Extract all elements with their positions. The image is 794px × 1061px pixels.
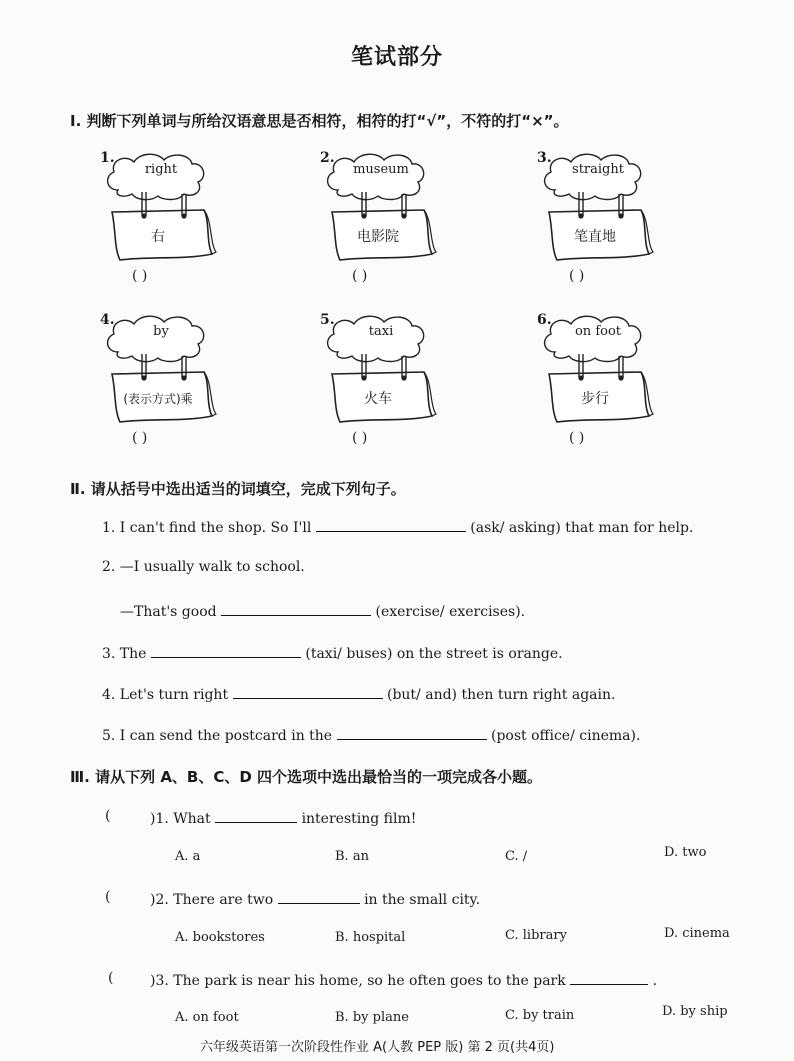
s2-q1-options: (ask/ asking) that man for help. [470,520,694,536]
card-answer-paren[interactable]: ( ) [132,268,148,284]
card-answer-paren[interactable]: ( ) [132,430,148,446]
word-card [320,312,440,446]
s2-q5-blank[interactable] [337,725,487,740]
word-card [100,150,220,284]
s2-q2-options: (exercise/ exercises). [375,604,526,620]
card-word: straight [572,162,624,177]
card-number: 5. [320,312,335,328]
s2-question-2b [120,601,525,620]
s3-q1-stem-post: interesting film! [301,811,417,827]
s3-q1-paren[interactable]: ( [105,808,111,824]
s3-q2-option-c[interactable]: C. library [505,928,567,943]
s3-q1-blank [215,808,297,823]
s2-question-3 [102,643,563,662]
s3-q3-option-d[interactable]: D. by ship [662,1004,728,1019]
card-word: taxi [368,324,394,339]
s3-q2-stem [150,889,480,908]
s2-question-1 [102,517,693,536]
s2-q1-text: 1. I can't find the shop. So I'll [102,520,312,536]
card-word: on foot [574,324,622,339]
page-footer: 六年级英语第一次阶段性作业 A(人教 PEP 版) 第 2 页(共4页) [200,1040,555,1055]
card-answer-paren[interactable]: ( ) [569,268,585,284]
s3-q2-option-b[interactable]: B. hospital [335,930,406,945]
s3-q1-option-c[interactable]: C. / [505,849,528,864]
s3-q2-stem-post: in the small city. [364,892,481,908]
s2-q5-options: (post office/ cinema). [491,728,641,744]
card-number: 2. [320,150,335,166]
s3-q2-option-d[interactable]: D. cinema [664,926,730,941]
card-meaning: 笔直地 [574,229,616,245]
s3-q1-stem-pre: )1. What [150,811,211,827]
s3-q1-option-b[interactable]: B. an [335,849,369,864]
s3-q2-blank [278,889,360,904]
card-answer-paren[interactable]: ( ) [352,430,368,446]
card-word: by [153,324,169,339]
s3-q3-stem-post: . [652,973,658,989]
card-word: museum [353,162,409,177]
card-meaning: 火车 [364,391,392,407]
card-number: 6. [537,312,552,328]
s3-q3-blank [570,970,648,985]
s2-q2-blank[interactable] [221,601,371,616]
s3-q2-option-a[interactable]: A. bookstores [175,930,265,945]
card-word: right [144,162,178,177]
s3-q3-option-a[interactable]: A. on foot [175,1010,239,1025]
section-2-heading: Ⅱ. 请从括号中选出适当的词填空，完成下列句子。 [70,480,406,498]
card-meaning: (表示方式)乘 [123,392,193,406]
s2-question-5 [102,725,640,744]
s2-q4-blank[interactable] [233,684,383,699]
s3-q1-option-a[interactable]: A. a [175,849,201,864]
card-meaning: 步行 [581,391,609,407]
s2-q3-options: (taxi/ buses) on the street is orange. [305,646,563,662]
card-meaning: 右 [151,229,165,245]
card-answer-paren[interactable]: ( ) [352,268,368,284]
s3-q3-paren[interactable]: ( [108,970,114,986]
s2-q3-text: 3. The [102,646,147,662]
word-card [320,150,440,284]
s2-question-4 [102,684,615,703]
s2-q2-text: —That's good [120,604,217,620]
s3-q2-paren[interactable]: ( [105,889,111,905]
s2-q3-blank[interactable] [151,643,301,658]
word-card [100,312,220,446]
s3-q3-stem [150,970,657,989]
s3-q3-stem-pre: )3. The park is near his home, so he often goes to the park [150,973,566,989]
card-answer-paren[interactable]: ( ) [569,430,585,446]
card-number: 1. [100,150,115,166]
section-3-heading: Ⅲ. 请从下列 A、B、C、D 四个选项中选出最恰当的一项完成各小题。 [70,768,543,786]
s2-q5-text: 5. I can send the postcard in the [102,728,333,744]
s3-q2-stem-pre: )2. There are two [150,892,274,908]
page-title: 笔试部分 [350,45,443,70]
s2-q1-blank[interactable] [316,517,466,532]
word-card [537,312,657,446]
s3-q1-option-d[interactable]: D. two [664,845,707,860]
s2-q4-options: (but/ and) then turn right again. [386,687,616,703]
card-number: 4. [100,312,115,328]
s3-q3-option-b[interactable]: B. by plane [335,1010,409,1025]
section-1-heading: Ⅰ. 判断下列单词与所给汉语意思是否相符，相符的打“√”，不符的打“×”。 [70,112,569,130]
s3-q3-option-c[interactable]: C. by train [505,1008,575,1023]
s3-q1-stem [150,808,416,827]
card-meaning: 电影院 [357,229,399,245]
card-number: 3. [537,150,552,166]
word-card [537,150,657,284]
s2-question-2: 2. —I usually walk to school. [102,559,305,575]
s2-q4-text: 4. Let's turn right [102,687,229,703]
